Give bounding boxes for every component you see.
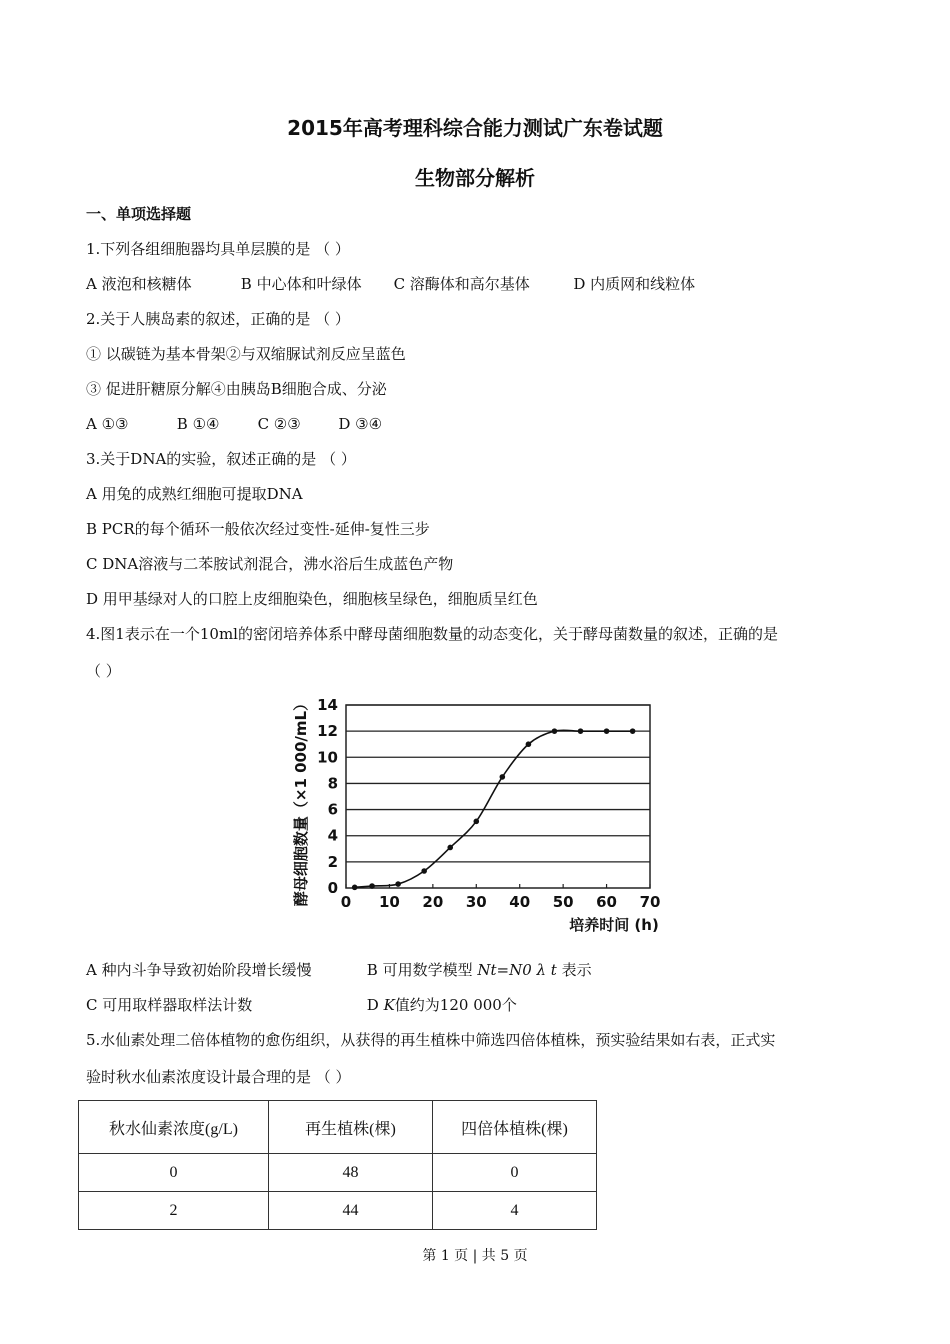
- data-point: [526, 741, 532, 747]
- question-4-option-d-suffix: 值约为120 000个: [394, 996, 517, 1014]
- question-4-option-a: A 种内斗争导致初始阶段增长缓慢: [86, 961, 312, 979]
- question-5-stem: 5.水仙素处理二倍体植物的愈伤组织，从获得的再生植株中筛选四倍体植株，预实验结果如右表，正式实: [86, 1031, 776, 1049]
- y-tick-label: 12: [317, 722, 338, 741]
- question-2-option-d: D ③④: [338, 415, 383, 433]
- x-tick-label: 70: [639, 893, 661, 911]
- x-tick-label: 40: [509, 893, 531, 911]
- question-4-options-row-2: [86, 995, 517, 1015]
- question-2-statement-1: ① 以碳链为基本骨架②与双缩脲试剂反应呈蓝色: [86, 345, 406, 363]
- question-2-option-a: A ①③: [86, 415, 129, 433]
- question-2-option-c: C ②③: [257, 415, 301, 433]
- question-2-stem: 2.关于人胰岛素的叙述，正确的是 （ ）: [86, 310, 350, 328]
- section-heading: 一、单项选择题: [86, 205, 192, 223]
- x-tick-label: 30: [465, 893, 487, 911]
- data-point: [369, 883, 375, 889]
- question-2-options: [86, 414, 382, 434]
- x-axis-label: 培养时间 (h): [569, 916, 659, 934]
- question-4-answer-blank: （ ）: [86, 662, 121, 680]
- table-row: [79, 1192, 597, 1230]
- chart-tick-labels: [317, 696, 660, 911]
- table-cell: 2: [79, 1192, 269, 1230]
- table-row: [79, 1154, 597, 1192]
- data-point: [395, 881, 401, 887]
- question-4-option-d-k: K: [383, 996, 395, 1014]
- table-cell: 48: [269, 1154, 433, 1192]
- question-1-option-d: D 内质网和线粒体: [573, 275, 696, 293]
- question-3-stem: 3.关于DNA的实验，叙述正确的是 （ ）: [86, 450, 356, 468]
- question-5-stem-continued: 验时秋水仙素浓度设计最合理的是 （ ）: [86, 1068, 351, 1086]
- data-point: [421, 868, 427, 874]
- data-point: [604, 728, 610, 734]
- data-point: [630, 728, 636, 734]
- question-4-option-d: [367, 995, 517, 1015]
- table-cell: 44: [269, 1192, 433, 1230]
- data-point: [447, 845, 453, 851]
- x-tick-label: 60: [596, 893, 618, 911]
- y-tick-label: 8: [327, 774, 338, 793]
- data-point: [473, 819, 479, 825]
- colchicine-result-table: [78, 1100, 597, 1230]
- y-tick-label: 0: [327, 879, 338, 897]
- data-point: [500, 774, 506, 780]
- question-4-option-b-formula: Nt=N0 λ t: [477, 961, 557, 979]
- question-3-option-c: C DNA溶液与二苯胺试剂混合，沸水浴后生成蓝色产物: [86, 555, 454, 573]
- question-4-option-d-text: D: [366, 996, 384, 1014]
- data-point: [552, 728, 558, 734]
- table-cell: 0: [433, 1154, 597, 1192]
- page-footer: 第 1 页 | 共 5 页: [422, 1248, 528, 1264]
- question-4-option-c: C 可用取样器取样法计数: [86, 996, 253, 1014]
- y-tick-label: 14: [317, 696, 338, 714]
- y-tick-label: 10: [317, 748, 338, 767]
- question-3-option-a: A 用兔的成熟红细胞可提取DNA: [86, 485, 303, 503]
- y-tick-label: 4: [327, 826, 338, 845]
- table-header-cell: 秋水仙素浓度(g/L): [79, 1101, 269, 1154]
- page-title: 2015年高考理科综合能力测试广东卷试题: [287, 116, 663, 140]
- x-tick-label: 10: [378, 893, 400, 911]
- question-1-option-b: B 中心体和叶绿体: [240, 275, 362, 293]
- question-2-option-b: B ①④: [176, 415, 220, 433]
- growth-curve: [355, 730, 633, 887]
- table-header-cell: 四倍体植株(棵): [433, 1101, 597, 1154]
- question-4-option-b-text: B 可用数学模型: [366, 961, 478, 979]
- page-subtitle: 生物部分解析: [415, 166, 535, 190]
- y-tick-label: 2: [327, 852, 338, 871]
- question-4-stem: 4.图1表示在一个10ml的密闭培养体系中酵母菌细胞数量的动态变化，关于酵母菌数量的叙述，正确的是: [86, 625, 778, 643]
- table-cell: 4: [433, 1192, 597, 1230]
- y-tick-label: 6: [327, 800, 338, 819]
- table-header-cell: 再生植株(棵): [269, 1101, 433, 1154]
- question-1-stem: 1.下列各组细胞器均具单层膜的是 （ ）: [86, 240, 350, 258]
- question-4-options-row-1: [86, 960, 592, 980]
- question-4-option-b-suffix: 表示: [556, 961, 592, 979]
- question-4-option-b: [367, 960, 592, 980]
- data-point: [578, 728, 584, 734]
- yeast-growth-chart: [284, 693, 674, 943]
- question-2-statement-2: ③ 促进肝糖原分解④由胰岛B细胞合成、分泌: [86, 380, 387, 398]
- x-tick-label: 50: [552, 893, 574, 911]
- question-3-option-d: D 用甲基绿对人的口腔上皮细胞染色，细胞核呈绿色，细胞质呈红色: [86, 590, 538, 608]
- question-1-option-a: A 液泡和核糖体: [86, 275, 192, 293]
- table-cell: 0: [79, 1154, 269, 1192]
- x-tick-label: 20: [422, 893, 444, 911]
- question-3-option-b: B PCR的每个循环一般依次经过变性-延伸-复性三步: [86, 520, 430, 538]
- data-point: [352, 885, 358, 891]
- x-tick-label: 0: [340, 893, 352, 911]
- question-1-option-c: C 溶酶体和高尔基体: [393, 275, 530, 293]
- y-axis-label: 酵母细胞数量（×1 000/mL）: [292, 695, 310, 907]
- table-header-row: [79, 1101, 597, 1154]
- question-1-options: [86, 274, 695, 294]
